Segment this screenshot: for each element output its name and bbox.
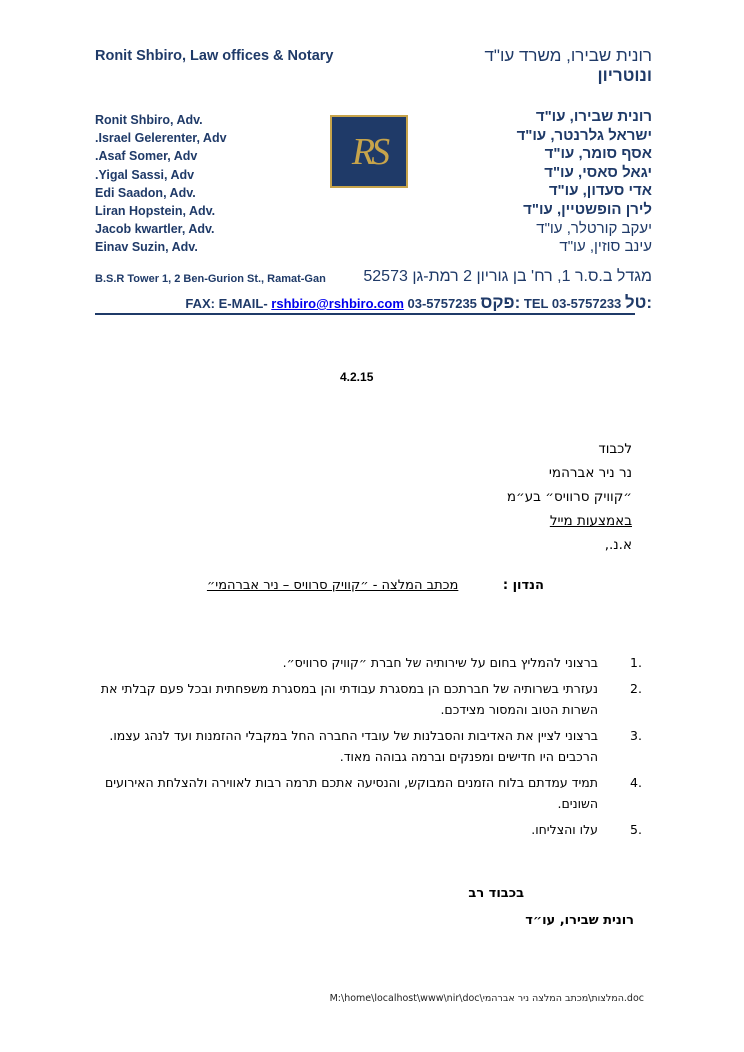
attorney-en: Jacob kwartler, Adv.	[95, 222, 215, 237]
list-item-text: ברצוני לציין את האדיבות והסבלנות של עובדי החברה החל במקבלי ההזמנות ועד לנהג עצמו. הרכבים היו חדישים ומפנקים וברמה גבוהה מאוד.	[109, 728, 598, 764]
subject-text: מכתב המלצה - ״קוויק סרוויס – ניר אברהמי״	[206, 578, 459, 593]
firm-name-en: Ronit Shbiro, Law offices & Notary	[95, 48, 334, 64]
phone-label-en: TEL	[523, 296, 549, 311]
phone-number: 03-5757233	[551, 296, 622, 311]
addressee-block	[507, 437, 632, 557]
attorney-he: ישראל גלרנטר, עו"ד	[516, 126, 652, 144]
address-en: B.S.R Tower 1, 2 Ben-Gurion St., Ramat-Gan	[95, 273, 326, 285]
attorney-en: Ronit Shbiro, Adv.	[95, 113, 203, 127]
closing-phrase: בכבוד רב	[468, 886, 524, 901]
attorney-list-he	[517, 108, 652, 257]
attorney-he: לירן הופשטיין, עו"ד	[523, 200, 652, 218]
list-item-text: תמיד עמדתם בלוח הזמנים המבוקש, והנסיעה אתכם תרמה רבות לאווירה ולהצלחת האירועים השונים.	[105, 775, 598, 811]
list-item-number: 2.	[630, 681, 642, 696]
email-link[interactable]: rshbiro@rshbiro.com	[271, 296, 404, 311]
greeting: א.נ.,	[604, 537, 632, 553]
letter-date: 4.2.15	[340, 370, 374, 384]
list-item-text: נעזרתי בשרותיה של חברתכם הן במסגרת עבודתי והן במסגרת משפחתית ובכל פעם קבלתי את השרות הטוב והמסור מצידכם.	[100, 681, 598, 717]
list-item	[95, 652, 650, 673]
letter-body-list	[95, 652, 650, 845]
fax-number: 03-5757235	[407, 296, 477, 311]
attorney-en: Einav Suzin, Adv.	[95, 240, 198, 255]
fax-label-he: פקס:	[480, 293, 521, 312]
contact-line	[185, 293, 652, 313]
fax-email-label: FAX: E-MAIL-	[185, 296, 268, 311]
list-item-text: ברצוני להמליץ בחום על שירותיה של חברת ״קוויק סרוויס״.	[282, 655, 598, 670]
delivery-method: באמצעות מייל	[549, 513, 632, 529]
signature-name: רונית שבירו, עו״ד	[525, 913, 634, 928]
recipient-company: ״קוויק סרוויס״ בע״מ	[506, 489, 632, 505]
list-item-number: 4.	[630, 775, 642, 790]
subject-line	[207, 578, 544, 593]
attorney-he: יגאל סאסי, עו"ד	[544, 163, 652, 181]
subject-label: הנדון :	[502, 578, 544, 593]
attorney-en: .Israel Gelerenter, Adv	[95, 131, 227, 146]
salutation: לכבוד	[598, 441, 632, 457]
attorney-en: Liran Hopstein, Adv.	[95, 203, 216, 218]
list-item	[95, 819, 650, 840]
recipient-name: נר ניר אברהמי	[548, 465, 632, 481]
attorney-he: יעקב קורטלר, עו"ד	[536, 219, 652, 237]
firm-name-he-line2: ונוטריון	[597, 66, 652, 85]
attorney-he: רונית שבירו, עו"ד	[535, 108, 652, 125]
attorney-he: עינב סוזין, עו"ד	[559, 238, 652, 256]
list-item-number: 5.	[630, 822, 642, 837]
list-item-number: 3.	[630, 728, 642, 743]
letterhead-divider	[95, 313, 635, 315]
list-item-number: 1.	[630, 655, 642, 670]
address-he: מגדל ב.ס.ר 1, רח' בן גוריון 2 רמת-גן 52573	[363, 268, 652, 285]
list-item	[95, 725, 650, 767]
closing-block	[468, 880, 634, 934]
attorney-en: .Asaf Somer, Adv	[95, 149, 198, 164]
list-item	[95, 772, 650, 814]
logo-monogram: RS	[351, 130, 387, 173]
file-path-footer: M:\home\localhost\www\nir\doc\המלצות\מכתב המלצה ניר אברהמי.doc	[329, 993, 644, 1004]
list-item-text: עלו והצליחו.	[531, 822, 598, 837]
firm-logo	[330, 115, 408, 188]
attorney-he: אסף סומר, עו"ד	[544, 145, 652, 163]
attorney-he: אדי סעדון, עו"ד	[548, 182, 652, 200]
attorney-en: .Yigal Sassi, Adv	[95, 167, 195, 182]
attorney-en: Edi Saadon, Adv.	[95, 185, 196, 200]
firm-name-he-line1: רונית שבירו, משרד עו"ד	[484, 46, 652, 65]
firm-name-he	[484, 46, 652, 86]
phone-label-he: טל:	[624, 293, 652, 312]
list-item	[95, 678, 650, 720]
attorney-list-en	[95, 111, 227, 257]
